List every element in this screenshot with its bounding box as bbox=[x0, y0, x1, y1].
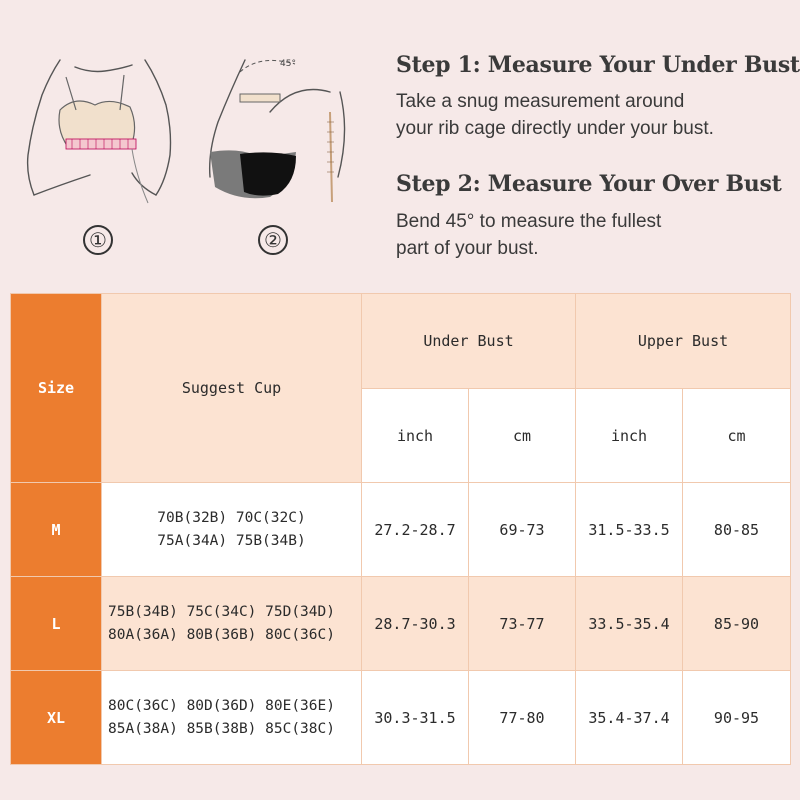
size-header: Size bbox=[11, 294, 102, 483]
under-cm-cell: 77-80 bbox=[469, 671, 576, 765]
upper-cm-cell: 85-90 bbox=[683, 577, 791, 671]
step-2-number: ② bbox=[258, 225, 288, 255]
upper-bust-header: Upper Bust bbox=[576, 294, 791, 389]
cup-cell bbox=[102, 671, 362, 765]
table-row bbox=[11, 671, 791, 765]
cup-line: 85A(38A) 85B(38B) 85C(38C) bbox=[108, 720, 335, 737]
step-1-body-line-2: your rib cage directly under your bust. bbox=[396, 118, 714, 139]
step-2-body-line-1: Bend 45° to measure the fullest bbox=[396, 211, 662, 232]
step-1-body bbox=[396, 88, 714, 142]
size-label: XL bbox=[11, 671, 102, 765]
cup-cell bbox=[102, 483, 362, 577]
under-inch-cell: 30.3-31.5 bbox=[362, 671, 469, 765]
under-inch-cell: 27.2-28.7 bbox=[362, 483, 469, 577]
under-inch-cell: 28.7-30.3 bbox=[362, 577, 469, 671]
step-1-number: ① bbox=[83, 225, 113, 255]
under-bust-header: Under Bust bbox=[362, 294, 576, 389]
cup-cell bbox=[102, 577, 362, 671]
unit-under-inch: inch bbox=[362, 389, 469, 483]
upper-inch-cell: 31.5-33.5 bbox=[576, 483, 683, 577]
table-row bbox=[11, 577, 791, 671]
step-2-body bbox=[396, 208, 661, 262]
size-chart-table bbox=[10, 293, 791, 765]
step-2-body-line-2: part of your bust. bbox=[396, 238, 539, 259]
under-cm-cell: 73-77 bbox=[469, 577, 576, 671]
cup-line: 75A(34A) 75B(34B) bbox=[157, 532, 306, 549]
cup-line: 70B(32B) 70C(32C) bbox=[157, 509, 306, 526]
cup-line: 80A(36A) 80B(36B) 80C(36C) bbox=[108, 626, 335, 643]
under-bust-illustration bbox=[20, 55, 180, 215]
unit-under-cm: cm bbox=[469, 389, 576, 483]
cup-line: 80C(36C) 80D(36D) 80E(36E) bbox=[108, 697, 335, 714]
step-2-title: Step 2: Measure Your Over Bust bbox=[396, 171, 782, 197]
header-row bbox=[11, 294, 791, 389]
upper-inch-cell: 35.4-37.4 bbox=[576, 671, 683, 765]
size-label: L bbox=[11, 577, 102, 671]
upper-cm-cell: 90-95 bbox=[683, 671, 791, 765]
step-1-body-line-1: Take a snug measurement around bbox=[396, 91, 685, 112]
unit-upper-cm: cm bbox=[683, 389, 791, 483]
under-cm-cell: 69-73 bbox=[469, 483, 576, 577]
upper-inch-cell: 33.5-35.4 bbox=[576, 577, 683, 671]
size-label: M bbox=[11, 483, 102, 577]
over-bust-illustration bbox=[200, 52, 360, 217]
angle-label: 45° bbox=[280, 59, 296, 69]
table-row bbox=[11, 483, 791, 577]
unit-upper-inch: inch bbox=[576, 389, 683, 483]
suggest-cup-header: Suggest Cup bbox=[102, 294, 362, 483]
cup-line: 75B(34B) 75C(34C) 75D(34D) bbox=[108, 603, 335, 620]
upper-cm-cell: 80-85 bbox=[683, 483, 791, 577]
step-1-title: Step 1: Measure Your Under Bust bbox=[396, 52, 800, 78]
